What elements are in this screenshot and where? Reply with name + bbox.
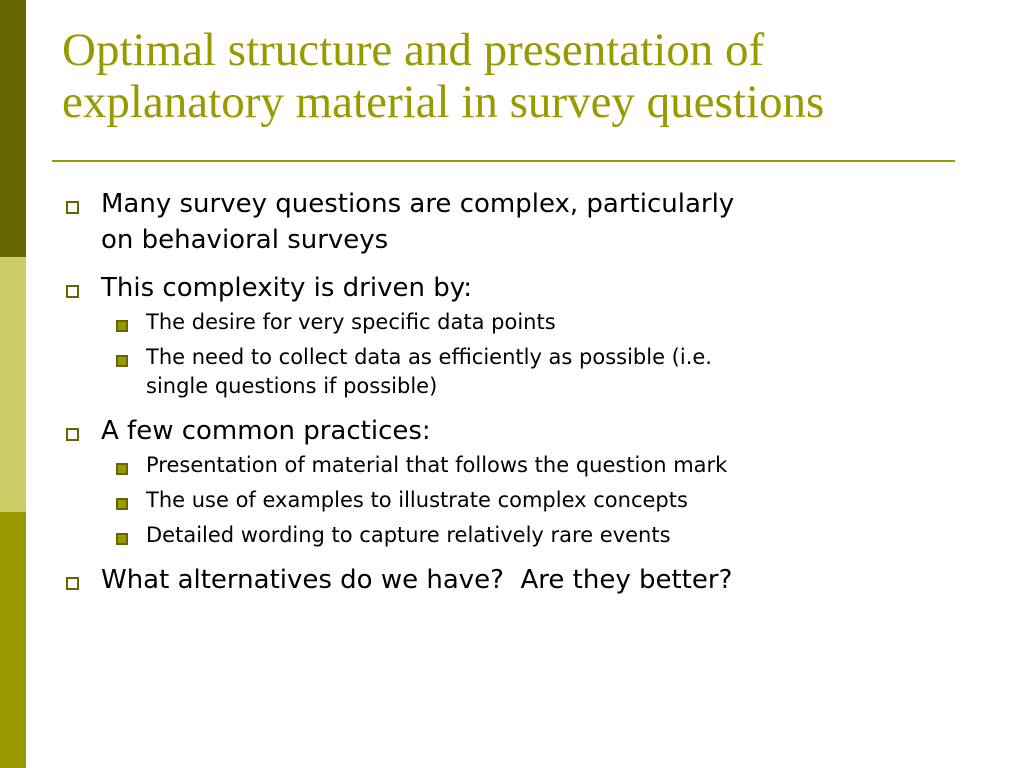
sub-bullet-text: Presentation of material that follows the question mark — [146, 453, 728, 477]
title-divider — [52, 160, 955, 162]
square-bullet-icon — [66, 577, 79, 590]
bullet-item — [66, 270, 986, 401]
filled-square-bullet-icon — [116, 355, 128, 367]
side-bar-light — [0, 257, 26, 512]
bullet-text: What alternatives do we have? Are they better? — [101, 565, 733, 595]
bullet-text: A few common practices: — [101, 416, 431, 446]
sub-bullet-text-line-1: The need to collect data as efficiently as possible (i.e. — [146, 345, 712, 369]
filled-square-bullet-icon — [116, 498, 128, 510]
bullet-text: This complexity is driven by: — [101, 273, 472, 303]
bullet-text-line-2: on behavioral surveys — [101, 225, 389, 255]
side-bar-medium — [0, 512, 26, 768]
square-bullet-icon — [66, 285, 79, 298]
sub-bullet-list — [101, 308, 986, 401]
slide-title — [62, 24, 1002, 128]
square-bullet-icon — [66, 428, 79, 441]
sub-bullet-text-line-2: single questions if possible) — [146, 374, 438, 398]
sub-bullet-text: The desire for very specific data points — [146, 310, 556, 334]
sub-bullet-list — [101, 451, 986, 550]
bullet-list — [66, 186, 986, 610]
bullet-item — [66, 186, 986, 258]
square-bullet-icon — [66, 201, 79, 214]
sub-bullet-item — [101, 486, 986, 515]
bullet-text-line-1: Many survey questions are complex, particularly — [101, 189, 735, 219]
filled-square-bullet-icon — [116, 533, 128, 545]
sub-bullet-text: Detailed wording to capture relatively rare events — [146, 523, 671, 547]
bullet-item — [66, 413, 986, 550]
bullet-item — [66, 562, 986, 598]
side-bar-dark — [0, 0, 26, 257]
sub-bullet-item — [101, 343, 986, 401]
sub-bullet-text: The use of examples to illustrate complex concepts — [146, 488, 688, 512]
title-line-1: Optimal structure and presentation of — [62, 24, 765, 76]
sub-bullet-item — [101, 308, 986, 337]
sub-bullet-item — [101, 521, 986, 550]
filled-square-bullet-icon — [116, 320, 128, 332]
sub-bullet-item — [101, 451, 986, 480]
title-line-2: explanatory material in survey questions — [62, 76, 825, 128]
filled-square-bullet-icon — [116, 463, 128, 475]
